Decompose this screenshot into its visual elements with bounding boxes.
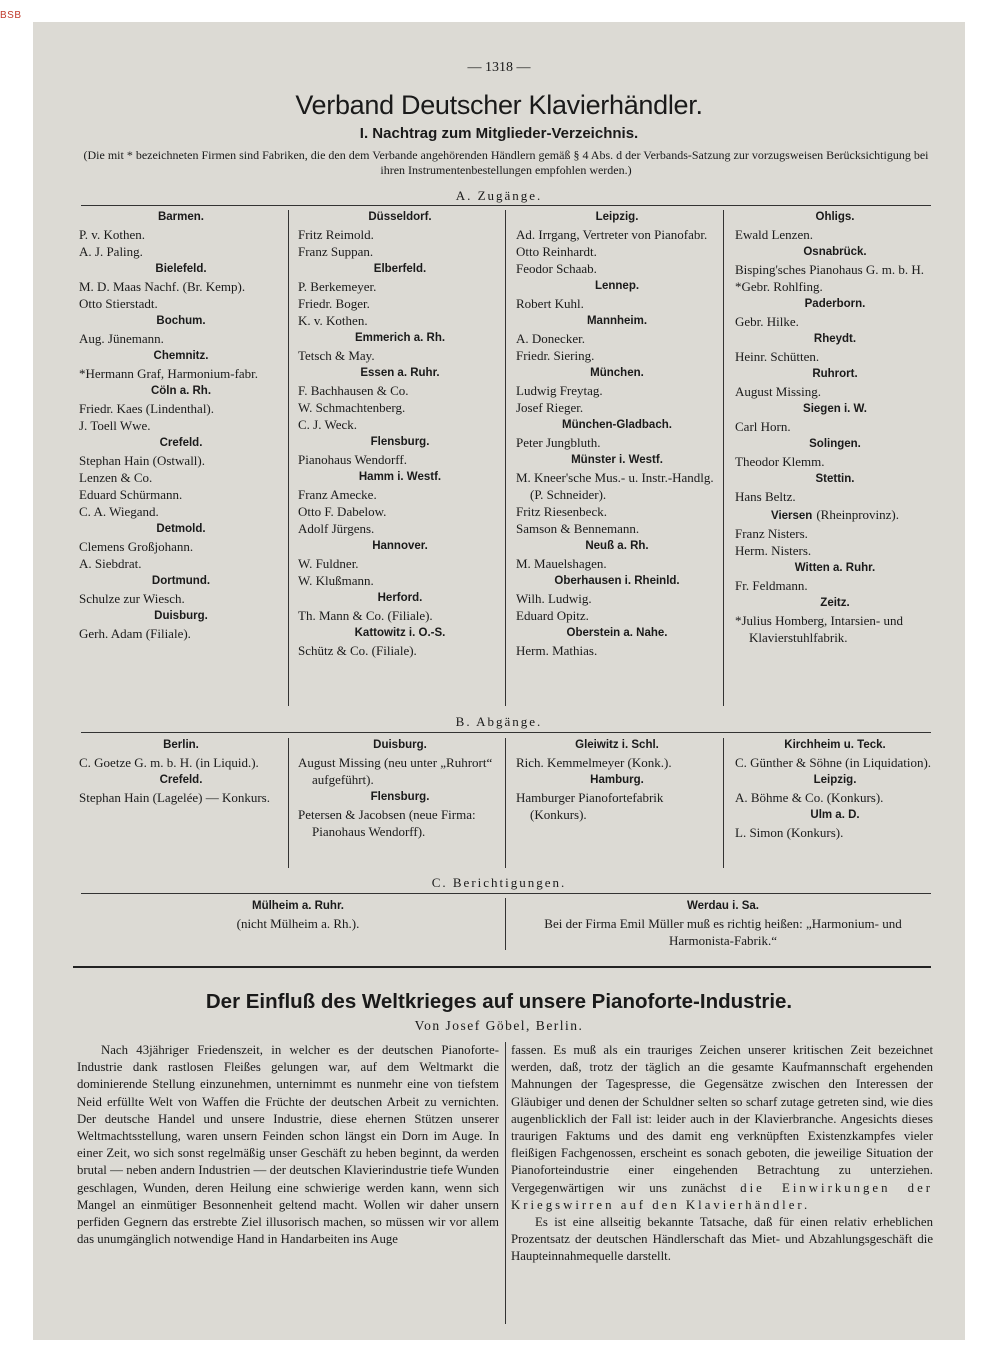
firm-entry: Adolf Jürgens. [298,521,375,536]
firm-entry: Tetsch & May. [298,348,375,363]
firm-entry: August Missing (neu unter „Ruhrort“ aufgeführt). [298,755,493,787]
abgaenge-column-1 [79,736,283,806]
firm-entry: Otto Reinhardt. [516,244,597,259]
article-emphasis: die Einwirkungen der Kriegswirren auf den Klavierhändler. [511,1180,934,1212]
city-heading [516,737,718,754]
city-heading [298,590,502,607]
firm-entry: Peter Jungbluth. [516,435,601,450]
city-heading [735,772,935,789]
city-name: Stettin. [815,473,855,485]
city-name: Osnabrück. [803,246,867,258]
firm-entry: C. J. Weck. [298,417,358,432]
city-heading [735,209,935,226]
city-heading [516,573,718,590]
city-heading [298,434,502,451]
city-name: Düsseldorf. [368,211,432,223]
city-heading [516,538,718,555]
city-heading [79,737,283,754]
city-heading [79,435,283,452]
city-heading [79,209,283,226]
city-name: Hamm i. Westf. [358,471,442,483]
firm-entry: Gebr. Hilke. [735,314,799,329]
firm-entry: M. D. Maas Nachf. (Br. Kemp). [79,279,246,294]
city-name: Ohligs. [815,211,855,223]
city-heading [735,807,935,824]
column-rule [505,1042,506,1324]
city-name: Flensburg. [370,436,430,448]
firm-entry: Aug. Jünemann. [79,331,164,346]
column-rule [505,898,506,950]
city-heading [298,737,502,754]
abgaenge-column-4 [735,736,935,841]
city-heading [298,538,502,555]
firm-entry: Robert Kuhl. [516,296,584,311]
city-name: Leipzig. [595,211,639,223]
article-author: Von Josef Göbel, Berlin. [414,1018,584,1033]
firm-entry: Hamburger Pianofortefabrik (Konkurs). [516,790,664,822]
city-note: (Rheinprovinz). [816,507,900,522]
city-name: Oberhausen i. Rheinld. [554,575,680,587]
city-name: Ulm a. D. [810,809,860,821]
correction-left-city: Mülheim a. Ruhr. [251,900,344,912]
city-name: Mannheim. [586,315,648,327]
city-heading [79,348,283,365]
zugaenge-column-4 [735,208,935,646]
firm-entry: Pianohaus Wendorff. [298,452,407,467]
firm-entry: Otto F. Dabelow. [298,504,387,519]
city-heading [735,296,935,313]
firm-entry: A. Siebdrat. [79,556,142,571]
page-subtitle: I. Nachtrag zum Mitglieder-Verzeichnis. [359,125,639,142]
firm-entry: Stephan Hain (Lagelée) — Konkurs. [79,790,270,805]
city-name: Witten a. Ruhr. [794,562,876,574]
firm-entry: Ewald Lenzen. [735,227,813,242]
firm-entry: Fritz Reimold. [298,227,374,242]
firm-entry: A. Böhme & Co. (Konkurs). [735,790,884,805]
firm-entry: Josef Rieger. [516,400,584,415]
firm-entry: Feodor Schaab. [516,261,597,276]
firm-entry: Petersen & Jacobsen (neue Firma: Pianohaus Wendorff). [298,807,476,839]
correction-left [133,897,463,932]
city-name: Crefeld. [159,774,203,786]
city-heading [516,365,718,382]
firm-entry: W. Schmachtenberg. [298,400,406,415]
library-stamp: BSB [0,10,22,21]
city-name: Bochum. [156,315,206,327]
city-heading [298,365,502,382]
city-name: Oberstein a. Nahe. [566,627,668,639]
firm-entry: F. Bachhausen & Co. [298,383,409,398]
city-heading [516,625,718,642]
article-separator [73,966,931,968]
city-heading [516,417,718,434]
city-name: Duisburg. [373,739,427,751]
firm-entry: Eduard Opitz. [516,608,589,623]
city-heading [79,521,283,538]
city-heading [79,573,283,590]
firm-entry: Wilh. Ludwig. [516,591,592,606]
city-heading [516,452,718,469]
city-name: Crefeld. [159,437,203,449]
firm-entry: Fritz Riesenbeck. [516,504,607,519]
firm-entry: Ad. Irrgang, Vertreter von Pianofabr. [516,227,708,242]
city-name: Berlin. [163,739,199,751]
city-heading [79,608,283,625]
firm-entry: M. Mauelshagen. [516,556,607,571]
city-name: Ruhrort. [812,368,858,380]
city-name: Leipzig. [813,774,857,786]
divider-zugaenge [81,205,931,206]
firm-entry: P. Berkemeyer. [298,279,377,294]
firm-entry: Lenzen & Co. [79,470,153,485]
city-heading [735,401,935,418]
firm-entry: Ludwig Freytag. [516,383,603,398]
correction-left-text: (nicht Mülheim a. Rh.). [236,916,360,931]
correction-right-city: Werdau i. Sa. [686,900,759,912]
firm-entry: Friedr. Kaes (Lindenthal). [79,401,215,416]
city-name: Münster i. Westf. [571,454,663,466]
firm-entry: W. Fuldner. [298,556,359,571]
city-name: München-Gladbach. [562,419,672,431]
firm-entry: Franz Nisters. [735,526,808,541]
firm-entry: Stephan Hain (Ostwall). [79,453,206,468]
city-name: München. [590,367,644,379]
firm-entry: A. J. Paling. [79,244,143,259]
firm-entry: C. A. Wiegand. [79,504,159,519]
zugaenge-column-3 [516,208,718,659]
page-title: Verband Deutscher Klavierhändler. [295,90,703,120]
city-name: Siegen i. W. [803,403,867,415]
city-heading [516,209,718,226]
column-rule [505,738,506,868]
city-name: Rheydt. [813,333,857,345]
city-name: Zeitz. [820,597,850,609]
column-rule [723,738,724,868]
firm-entry: P. v. Kothen. [79,227,145,242]
city-heading [516,278,718,295]
firm-entry: Gerh. Adam (Filiale). [79,626,191,641]
section-heading-abgaenge: B. Abgänge. [455,714,543,729]
city-name: Bielefeld. [155,263,207,275]
article-column-right [511,1042,933,1266]
firm-entry: Schulze zur Wiesch. [79,591,185,606]
firm-entry: C. Goetze G. m. b. H. (in Liquid.). [79,755,259,770]
city-name: Lennep. [594,280,640,292]
city-heading [79,383,283,400]
firm-entry: *Hermann Graf, Harmonium-fabr. [79,366,259,381]
firm-entry: Th. Mann & Co. (Filiale). [298,608,433,623]
zugaenge-column-1 [79,208,283,642]
firm-entry: Fr. Feldmann. [735,578,808,593]
city-name: Kattowitz i. O.-S. [354,627,446,639]
firm-entry: Samson & Bennemann. [516,521,640,536]
city-name: Cöln a. Rh. [150,385,212,397]
city-name: Flensburg. [370,791,430,803]
correction-right-text: Bei der Firma Emil Müller muß es richtig heißen: „Harmonium- und Harmonista-Fabrik.“ [544,916,902,948]
city-heading [735,436,935,453]
firm-entry: L. Simon (Konkurs). [735,825,844,840]
firm-entry: Eduard Schürmann. [79,487,183,502]
city-name: Barmen. [157,211,205,223]
article-paragraph [511,1042,933,1214]
city-heading [735,506,935,525]
city-name: Solingen. [809,438,861,450]
section-heading-berichtigungen: C. Berichtigungen. [431,875,567,890]
city-name: Paderborn. [804,298,866,310]
city-heading [298,261,502,278]
fabrik-note: (Die mit * bezeichneten Firmen sind Fabriken, die den dem Verbande angehörenden Händlern gemäß § 4 Abs. d der Verbands-Satzung zur vorzugsweisen Berücksichtigung bei ihren Instrumentenbestellungen empfohlen werden.) [83,148,929,177]
city-heading [735,471,935,488]
city-name: Chemnitz. [153,350,209,362]
article-text: fassen. Es muß als ein trauriges Zeichen unserer kritischen Zeit bezeichnet werden, daß, trotz der täglich an die gesamte Kaufmannschaft ergehenden Mahnungen der Tagespresse, die Gegensätze zwischen den Interessen der Gläubiger und denen der Schuldner selten so scharf zutage getreten sind, wie dies augenblicklich der Fall ist: leider auch in der Klavierbranche. Angesichts dieses traurigen Faktums und des damit eng verknüpften Existenzkampfes vieler fleißigen Fachgenossen, erscheint es sonach geboten, die jeweilige Situation der Pianoforteindustrie einer eingehenden Betrachtung zu unterziehen. Vergegenwärtigen wir uns zunächst [511,1043,933,1195]
firm-entry: Hans Beltz. [735,489,796,504]
firm-entry: August Missing. [735,384,821,399]
firm-entry: K. v. Kothen. [298,313,368,328]
city-name: Kirchheim u. Teck. [784,739,886,751]
newspaper-page [33,22,965,1340]
firm-entry: C. Günther & Söhne (in Liquidation). [735,755,932,770]
city-heading [516,313,718,330]
firm-entry: Clemens Großjohann. [79,539,194,554]
city-name: Duisburg. [154,610,208,622]
firm-entry: Otto Stierstadt. [79,296,158,311]
city-name: Hannover. [372,540,428,552]
city-name: Viersen [770,510,813,522]
divider-abgaenge [81,732,931,733]
city-heading [298,209,502,226]
city-heading [735,244,935,261]
firm-entry: Rich. Kemmelmeyer (Konk.). [516,755,672,770]
firm-entry: W. Klußmann. [298,573,374,588]
article-title: Der Einfluß des Weltkrieges auf unsere Pianoforte-Industrie. [205,990,793,1013]
city-heading [735,560,935,577]
firm-entry: Heinr. Schütten. [735,349,820,364]
city-heading [298,789,502,806]
firm-entry: Franz Suppan. [298,244,374,259]
column-rule [505,210,506,706]
divider-berichtigungen [81,893,931,894]
city-heading [735,366,935,383]
zugaenge-column-2 [298,208,502,659]
firm-entry: Herm. Mathias. [516,643,598,658]
city-heading [735,737,935,754]
city-heading [735,331,935,348]
firm-entry: J. Toell Wwe. [79,418,151,433]
city-name: Emmerich a. Rh. [354,332,446,344]
article-column-left [77,1042,499,1248]
city-heading [298,469,502,486]
city-heading [79,313,283,330]
firm-entry: *Julius Homberg, Intarsien- und Klavierstuhlfabrik. [735,613,904,645]
city-name: Gleiwitz i. Schl. [575,739,659,751]
firm-entry: Schütz & Co. (Filiale). [298,643,417,658]
city-heading [79,261,283,278]
page-number: — 1318 — [467,60,531,75]
firm-entry: Carl Horn. [735,419,791,434]
article-paragraph: Es ist eine allseitig bekannte Tatsache, daß für einen relativ erheblichen Prozentsatz der deutschen Händlerschaft das Miet- und Abzahlungsgeschäft die Haupteinnahmequelle darstellt. [511,1215,933,1264]
firm-entry: *Gebr. Rohlfing. [735,279,823,294]
abgaenge-column-3 [516,736,718,823]
section-heading-zugaenge: A. Zugänge. [455,188,543,203]
firm-entry: Theodor Klemm. [735,454,825,469]
firm-entry: A. Donecker. [516,331,585,346]
article-paragraph: Nach 43jähriger Friedenszeit, in welcher es der deutschen Pianoforte-Industrie dank rastlosen Fleißes gelungen war, auf dem Weltmarkt die dominierende Stellung einzunehmen, unternimmt es nunmehr eine von tiefstem Neid erfüllte Welt von Waffen die Früchte der deutschen Arbeit zu vernichten. Der deutsche Handel und unsere Industrie, diese ehernen Stützen unserer Weltmachtsstellung, waren unsern Feinden schon längst ein Dorn im Auge. In einer Zeit, wo sich sonst regelmäßig unser Geschäft zu heben beginnt, da werden brutal — neben andern Industrien — der deutschen Klavierindustrie tiefe Wunden geschlagen, Wunden, deren Heilung eine schwierige werden kann, wenn sich Mangel an einmütiger Besonnenheit geltend macht. Wollen wir daher unsern perfiden Gegnern das erstrebte Ziel illusorisch machen, so müssen wir vor allem das unumgänglich notwendige Hand in Handarbeiten ins Auge [77,1043,499,1247]
city-name: Essen a. Ruhr. [360,367,440,379]
city-heading [735,595,935,612]
city-heading [516,772,718,789]
firm-entry: Franz Amecke. [298,487,377,502]
city-name: Herford. [377,592,423,604]
correction-right [533,897,913,949]
city-name: Detmold. [156,523,206,535]
column-rule [288,738,289,868]
city-name: Hamburg. [590,774,644,786]
city-name: Elberfeld. [373,263,427,275]
firm-entry: Herm. Nisters. [735,543,812,558]
city-name: Neuß a. Rh. [585,540,649,552]
column-rule [723,210,724,706]
firm-entry: Bisping'sches Pianohaus G. m. b. H. [735,262,925,277]
firm-entry: Friedr. Siering. [516,348,595,363]
firm-entry: M. Kneer'sche Mus.- u. Instr.-Handlg. (P. Schneider). [516,470,714,502]
firm-entry: Friedr. Boger. [298,296,370,311]
city-heading [298,330,502,347]
abgaenge-column-2 [298,736,502,840]
column-rule [288,210,289,706]
city-heading [298,625,502,642]
city-heading [79,772,283,789]
city-name: Dortmund. [151,575,211,587]
